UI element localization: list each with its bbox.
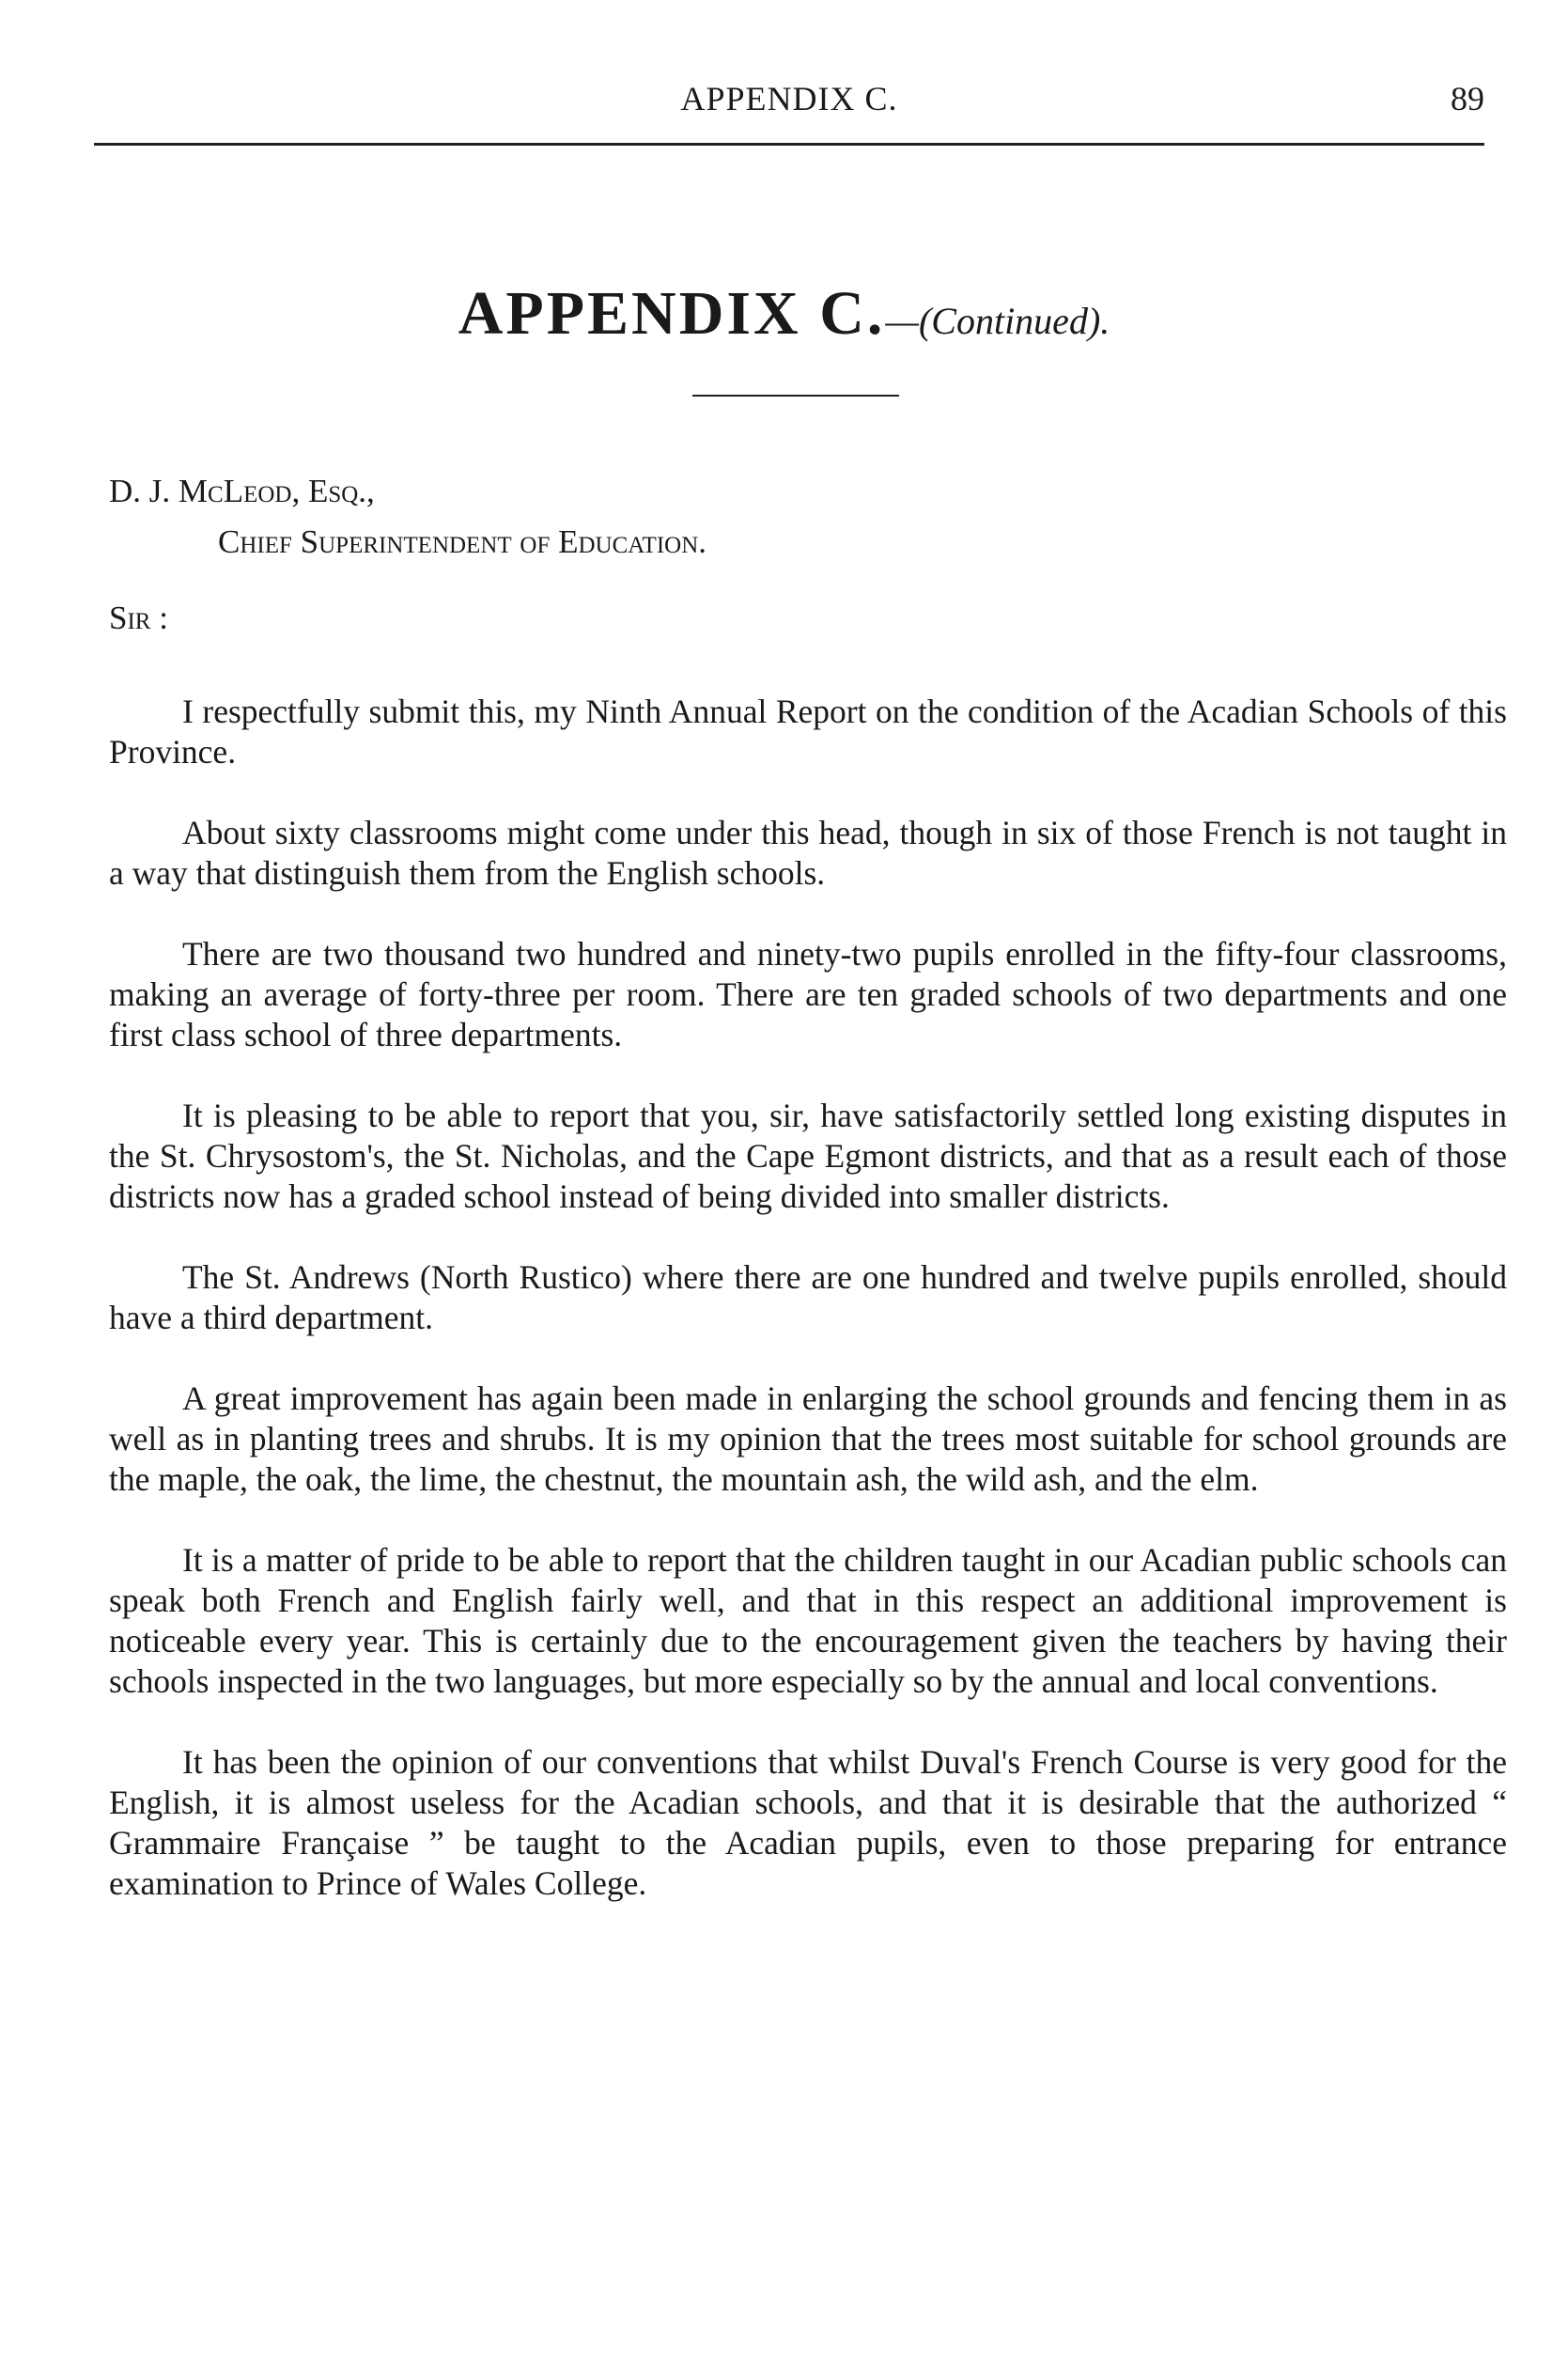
title-text: APPENDIX C. bbox=[458, 279, 886, 348]
addressee-block bbox=[109, 466, 706, 568]
paragraph: A great improvement has again been made in enlarging the school grounds and fencing them in as well as in planting trees and shrubs. It is my opinion that the trees most suitable for school grounds are the maple, the oak, the lime, the chestnut, the mountain ash, the wild ash, and the elm. bbox=[109, 1379, 1507, 1498]
report-body bbox=[109, 692, 1507, 1944]
paragraph: I respectfully submit this, my Ninth Annual Report on the condition of the Acadian Schools of this Province. bbox=[109, 693, 1507, 771]
paragraph: It is a matter of pride to be able to report that the children taught in our Acadian public schools can speak both French and English fairly well, and that in this respect an additional improvement is noticeable every year. This is certainly due to the encouragement given the teachers by having their schools inspected in the two languages, but more especially so by the annual and local conventions. bbox=[109, 1541, 1507, 1700]
paragraph: About sixty classrooms might come under this head, though in six of those French is not taught in a way that distinguish them from the English schools. bbox=[109, 814, 1507, 892]
salutation: Sir : bbox=[109, 600, 168, 636]
running-title: APPENDIX C. bbox=[680, 80, 898, 117]
addressee-name: D. J. McLeod, Esq., bbox=[109, 473, 375, 509]
paragraph: There are two thousand two hundred and ninety-two pupils enrolled in the fifty-four classrooms, making an average of forty-three per room. There are ten graded schools of two departments and one first class school of three departments. bbox=[109, 935, 1507, 1053]
paragraph: It is pleasing to be able to report that you, sir, have satisfactorily settled long existing disputes in the St. Chrysostom's, the St. Nicholas, and the Cape Egmont districts, and that as a result each of those districts now has a graded school instead of being divided into smaller districts. bbox=[109, 1097, 1507, 1215]
title-rule bbox=[692, 395, 899, 397]
page-title bbox=[0, 278, 1568, 350]
paragraph: It has been the opinion of our conventions that whilst Duval's French Course is very good for the English, it is almost useless for the Acadian schools, and that it is desirable that the authorized “ Grammaire Française ” be taught to the Acadian pupils, even to those preparing for entrance examination to Prince of Wales College. bbox=[109, 1743, 1507, 1902]
title-continued: —(Continued). bbox=[885, 300, 1110, 342]
running-header bbox=[94, 73, 1484, 130]
header-rule bbox=[94, 143, 1484, 146]
page-number: 89 bbox=[1451, 80, 1484, 117]
addressee-office: Chief Superintendent of Education. bbox=[218, 523, 707, 560]
paragraph: The St. Andrews (North Rustico) where there are one hundred and twelve pupils enrolled, should have a third department. bbox=[109, 1258, 1507, 1336]
